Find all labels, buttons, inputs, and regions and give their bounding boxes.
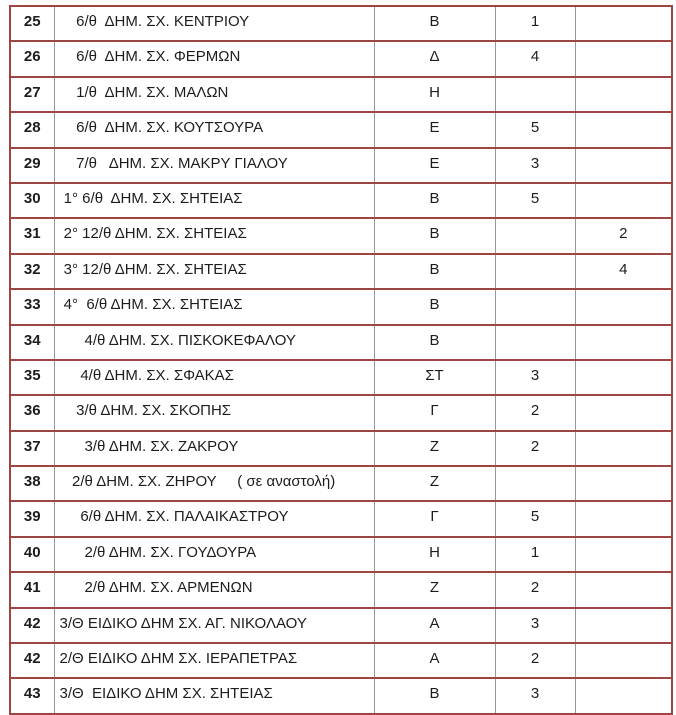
letter-cell: Α [374, 643, 495, 678]
row-number-cell: 42 [10, 608, 54, 643]
row-number-cell: 42 [10, 643, 54, 678]
value1-cell: 3 [495, 678, 575, 713]
letter-cell: Ζ [374, 572, 495, 607]
value1-cell: 1 [495, 6, 575, 41]
school-name-cell: 2/Θ ΕΙΔΙΚΟ ΔΗΜ ΣΧ. ΙΕΡΑΠΕΤΡΑΣ [54, 643, 374, 678]
table-row [10, 289, 672, 324]
school-name-cell: 6/θ ΔΗΜ. ΣΧ. ΦΕΡΜΩΝ [54, 41, 374, 76]
row-number-cell: 39 [10, 501, 54, 536]
value1-cell [495, 289, 575, 324]
school-name-cell: 3/Θ ΕΙΔΙΚΟ ΔΗΜ ΣΧ. ΣΗΤΕΙΑΣ [54, 678, 374, 713]
table-row [10, 6, 672, 41]
letter-cell: Δ [374, 41, 495, 76]
table-row [10, 395, 672, 430]
table-row [10, 218, 672, 253]
value2-cell [575, 572, 672, 607]
school-name-cell: 6/θ ΔΗΜ. ΣΧ. ΠΑΛΑΙΚΑΣΤΡΟΥ [54, 501, 374, 536]
table-row [10, 431, 672, 466]
row-number-cell: 26 [10, 41, 54, 76]
school-name-cell: 2/θ ΔΗΜ. ΣΧ. ΓΟΥΔΟΥΡΑ [54, 537, 374, 572]
school-name-cell: 3° 12/θ ΔΗΜ. ΣΧ. ΣΗΤΕΙΑΣ [54, 254, 374, 289]
letter-cell: Γ [374, 501, 495, 536]
value2-cell [575, 643, 672, 678]
value2-cell: 4 [575, 254, 672, 289]
table-row [10, 112, 672, 147]
row-number-cell: 25 [10, 6, 54, 41]
value1-cell [495, 325, 575, 360]
value2-cell [575, 678, 672, 713]
letter-cell: Η [374, 77, 495, 112]
value1-cell [495, 218, 575, 253]
row-number-cell: 31 [10, 218, 54, 253]
value1-cell: 5 [495, 183, 575, 218]
row-number-cell: 29 [10, 148, 54, 183]
table-row [10, 325, 672, 360]
letter-cell: Ζ [374, 466, 495, 501]
row-number-cell: 43 [10, 678, 54, 713]
table-row [10, 41, 672, 76]
table-row [10, 254, 672, 289]
table-row [10, 537, 672, 572]
value2-cell [575, 431, 672, 466]
letter-cell: Ε [374, 148, 495, 183]
value1-cell: 5 [495, 112, 575, 147]
value1-cell [495, 254, 575, 289]
row-number-cell: 34 [10, 325, 54, 360]
value1-cell: 2 [495, 431, 575, 466]
row-number-cell: 40 [10, 537, 54, 572]
value2-cell [575, 360, 672, 395]
row-number-cell: 33 [10, 289, 54, 324]
table-row [10, 466, 672, 501]
schools-table [9, 5, 673, 715]
school-name-cell: 4/θ ΔΗΜ. ΣΧ. ΠΙΣΚΟΚΕΦΑΛΟΥ [54, 325, 374, 360]
row-number-cell: 41 [10, 572, 54, 607]
value1-cell [495, 466, 575, 501]
school-name-cell: 3/θ ΔΗΜ. ΣΧ. ΣΚΟΠΗΣ [54, 395, 374, 430]
school-name-cell: 3/θ ΔΗΜ. ΣΧ. ΖΑΚΡΟΥ [54, 431, 374, 466]
value2-cell [575, 325, 672, 360]
letter-cell: Ε [374, 112, 495, 147]
value1-cell: 3 [495, 360, 575, 395]
letter-cell: Η [374, 537, 495, 572]
row-number-cell: 38 [10, 466, 54, 501]
value1-cell: 4 [495, 41, 575, 76]
letter-cell: Β [374, 218, 495, 253]
row-number-cell: 36 [10, 395, 54, 430]
value2-cell [575, 466, 672, 501]
value2-cell [575, 183, 672, 218]
letter-cell: Β [374, 183, 495, 218]
letter-cell: Α [374, 608, 495, 643]
value2-cell: 2 [575, 218, 672, 253]
table-row [10, 608, 672, 643]
school-name-cell: 2/θ ΔΗΜ. ΣΧ. ΑΡΜΕΝΩΝ [54, 572, 374, 607]
table-row [10, 501, 672, 536]
value1-cell: 2 [495, 643, 575, 678]
row-number-cell: 32 [10, 254, 54, 289]
letter-cell: Ζ [374, 431, 495, 466]
value1-cell: 2 [495, 395, 575, 430]
row-number-cell: 27 [10, 77, 54, 112]
row-number-cell: 28 [10, 112, 54, 147]
letter-cell: Β [374, 6, 495, 41]
table-row [10, 77, 672, 112]
table-row [10, 360, 672, 395]
table-row [10, 183, 672, 218]
row-number-cell: 37 [10, 431, 54, 466]
value2-cell [575, 395, 672, 430]
value2-cell [575, 608, 672, 643]
letter-cell: Β [374, 289, 495, 324]
value2-cell [575, 289, 672, 324]
value2-cell [575, 537, 672, 572]
letter-cell: Β [374, 325, 495, 360]
school-name-cell: 7/θ ΔΗΜ. ΣΧ. ΜΑΚΡΥ ΓΙΑΛΟΥ [54, 148, 374, 183]
school-name-cell: 6/θ ΔΗΜ. ΣΧ. ΚΕΝΤΡΙΟΥ [54, 6, 374, 41]
value2-cell [575, 501, 672, 536]
row-number-cell: 35 [10, 360, 54, 395]
table-row [10, 643, 672, 678]
value2-cell [575, 41, 672, 76]
school-name-cell: 2° 12/θ ΔΗΜ. ΣΧ. ΣΗΤΕΙΑΣ [54, 218, 374, 253]
school-name-cell: 4/θ ΔΗΜ. ΣΧ. ΣΦΑΚΑΣ [54, 360, 374, 395]
letter-cell: Γ [374, 395, 495, 430]
value1-cell: 1 [495, 537, 575, 572]
value1-cell: 5 [495, 501, 575, 536]
value2-cell [575, 148, 672, 183]
school-name-cell: 1/θ ΔΗΜ. ΣΧ. ΜΑΛΩΝ [54, 77, 374, 112]
letter-cell: ΣΤ [374, 360, 495, 395]
value1-cell: 3 [495, 608, 575, 643]
school-name-cell: 2/θ ΔΗΜ. ΣΧ. ΖΗΡΟΥ ( σε αναστολή) [54, 466, 374, 501]
school-name-cell: 3/Θ ΕΙΔΙΚΟ ΔΗΜ ΣΧ. ΑΓ. ΝΙΚΟΛΑΟΥ [54, 608, 374, 643]
school-name-cell: 6/θ ΔΗΜ. ΣΧ. ΚΟΥΤΣΟΥΡΑ [54, 112, 374, 147]
value2-cell [575, 6, 672, 41]
letter-cell: Β [374, 678, 495, 713]
letter-cell: Β [374, 254, 495, 289]
value2-cell [575, 112, 672, 147]
value1-cell [495, 77, 575, 112]
table-row [10, 678, 672, 713]
row-number-cell: 30 [10, 183, 54, 218]
school-name-cell: 1° 6/θ ΔΗΜ. ΣΧ. ΣΗΤΕΙΑΣ [54, 183, 374, 218]
value1-cell: 2 [495, 572, 575, 607]
table-row [10, 572, 672, 607]
value1-cell: 3 [495, 148, 575, 183]
school-name-cell: 4° 6/θ ΔΗΜ. ΣΧ. ΣΗΤΕΙΑΣ [54, 289, 374, 324]
table-row [10, 148, 672, 183]
value2-cell [575, 77, 672, 112]
